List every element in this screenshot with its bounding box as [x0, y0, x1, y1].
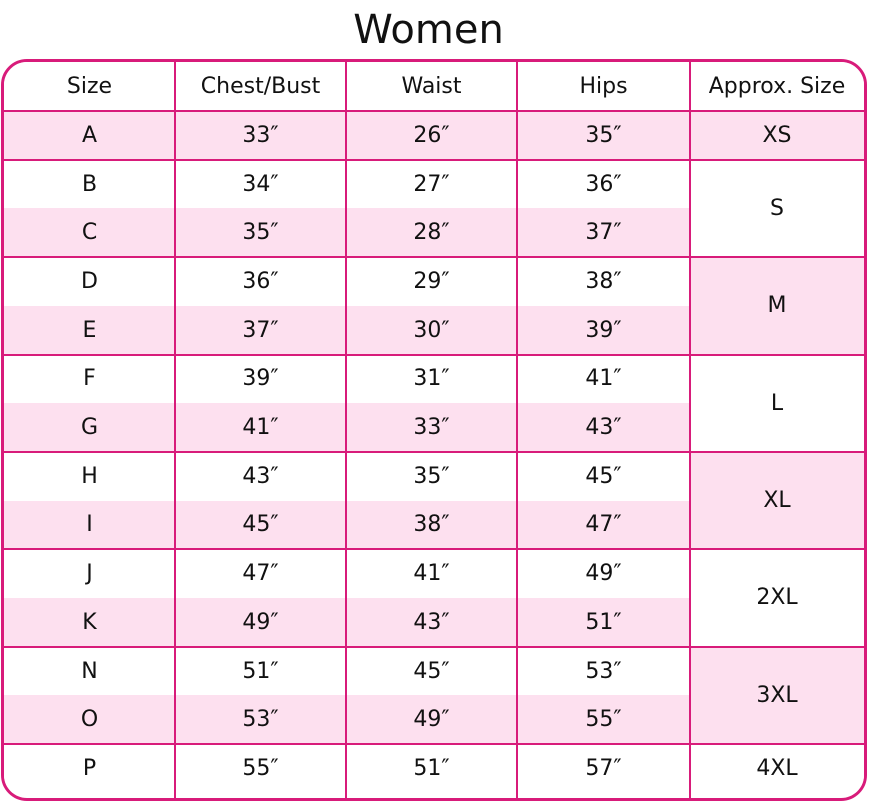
cell-waist: 27″ — [346, 160, 517, 209]
cell-approx-size: M — [690, 257, 864, 354]
cell-chest-bust: 51″ — [175, 647, 346, 696]
cell-chest-bust: 36″ — [175, 257, 346, 306]
cell-chest-bust: 41″ — [175, 403, 346, 452]
cell-waist: 49″ — [346, 695, 517, 744]
group-divider — [4, 646, 864, 648]
cell-hips: 43″ — [517, 403, 690, 452]
cell-size: D — [4, 257, 175, 306]
header-waist: Waist — [346, 62, 517, 111]
page-title: Women — [353, 7, 504, 53]
column-divider — [516, 62, 518, 798]
cell-hips: 37″ — [517, 208, 690, 257]
cell-approx-size: 2XL — [690, 549, 864, 646]
cell-size: I — [4, 501, 175, 550]
cell-hips: 47″ — [517, 501, 690, 550]
cell-waist: 45″ — [346, 647, 517, 696]
cell-approx-size: 3XL — [690, 647, 864, 744]
header-approx-size: Approx. Size — [690, 62, 864, 111]
cell-chest-bust: 35″ — [175, 208, 346, 257]
cell-approx-size: 4XL — [690, 744, 864, 793]
cell-approx-size: XS — [690, 111, 864, 160]
cell-approx-size: XL — [690, 452, 864, 549]
cell-size: K — [4, 598, 175, 647]
column-divider — [174, 62, 176, 798]
cell-chest-bust: 43″ — [175, 452, 346, 501]
cell-hips: 49″ — [517, 549, 690, 598]
column-divider — [689, 62, 691, 798]
size-chart-table — [1, 59, 867, 801]
cell-size: O — [4, 695, 175, 744]
cell-waist: 43″ — [346, 598, 517, 647]
cell-size: P — [4, 744, 175, 793]
cell-size: B — [4, 160, 175, 209]
cell-waist: 26″ — [346, 111, 517, 160]
cell-hips: 45″ — [517, 452, 690, 501]
cell-chest-bust: 39″ — [175, 355, 346, 404]
cell-approx-size: L — [690, 355, 864, 452]
cell-waist: 35″ — [346, 452, 517, 501]
cell-waist: 28″ — [346, 208, 517, 257]
group-divider — [4, 548, 864, 550]
cell-chest-bust: 33″ — [175, 111, 346, 160]
cell-size: N — [4, 647, 175, 696]
group-divider — [4, 354, 864, 356]
cell-chest-bust: 49″ — [175, 598, 346, 647]
cell-waist: 31″ — [346, 355, 517, 404]
cell-waist: 38″ — [346, 501, 517, 550]
cell-chest-bust: 47″ — [175, 549, 346, 598]
cell-size: H — [4, 452, 175, 501]
cell-hips: 53″ — [517, 647, 690, 696]
cell-waist: 51″ — [346, 744, 517, 793]
cell-chest-bust: 53″ — [175, 695, 346, 744]
cell-waist: 29″ — [346, 257, 517, 306]
cell-size: A — [4, 111, 175, 160]
cell-waist: 30″ — [346, 306, 517, 355]
cell-size: G — [4, 403, 175, 452]
cell-waist: 41″ — [346, 549, 517, 598]
cell-approx-size: S — [690, 160, 864, 257]
cell-size: F — [4, 355, 175, 404]
column-divider — [345, 62, 347, 798]
group-divider — [4, 159, 864, 161]
header-divider — [4, 110, 864, 112]
group-divider — [4, 451, 864, 453]
cell-chest-bust: 55″ — [175, 744, 346, 793]
cell-chest-bust: 34″ — [175, 160, 346, 209]
header-size: Size — [4, 62, 175, 111]
cell-size: E — [4, 306, 175, 355]
cell-hips: 39″ — [517, 306, 690, 355]
cell-hips: 36″ — [517, 160, 690, 209]
cell-hips: 41″ — [517, 355, 690, 404]
cell-waist: 33″ — [346, 403, 517, 452]
cell-chest-bust: 37″ — [175, 306, 346, 355]
cell-chest-bust: 45″ — [175, 501, 346, 550]
header-chest-bust: Chest/Bust — [175, 62, 346, 111]
cell-size: J — [4, 549, 175, 598]
cell-hips: 55″ — [517, 695, 690, 744]
group-divider — [4, 256, 864, 258]
group-divider — [4, 743, 864, 745]
cell-size: C — [4, 208, 175, 257]
cell-hips: 35″ — [517, 111, 690, 160]
cell-hips: 57″ — [517, 744, 690, 793]
header-hips: Hips — [517, 62, 690, 111]
cell-hips: 38″ — [517, 257, 690, 306]
cell-hips: 51″ — [517, 598, 690, 647]
